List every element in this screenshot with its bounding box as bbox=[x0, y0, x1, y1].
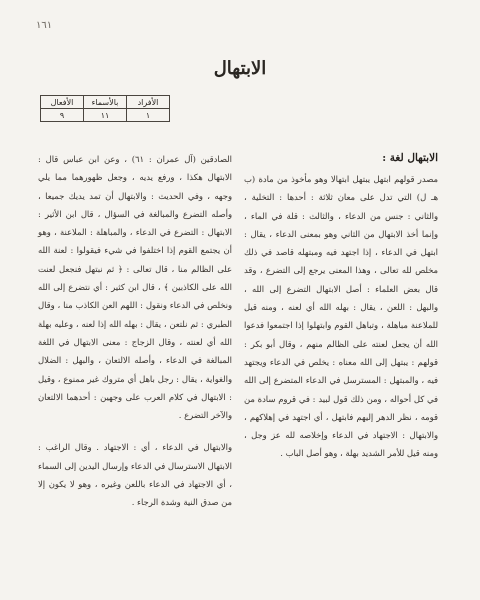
table-cell: ١١ bbox=[84, 109, 127, 122]
body-paragraph: والابتهال في الدعاء ، أي : الاجتهاد . وقال الراغب : الابتهال الاسترسال في الدعاء وإرسال اليدين إلى السماء ، أي الاجتهاد في الدعاء باللعن وغيره ، وهو لا يكون إلا من صدق النية وشدة الرجاء . bbox=[38, 442, 232, 508]
body-paragraph: الصادقين (آل عمران : ٦١) ، وعن ابن عباس قال : الابتهال هكذا ، ورفع يديه ، وجعل ظهورهما مما يلي وجهه ، وفي الحديث : والابتهال أن تمد يديك جميعا ، وأصله التضرع والمبالغة في السؤال ، قال ابن الأثير : الابتهال : التضرع في الدعاء ، والمباهلة : الملاعنة ، وهو أن يجتمع القوم إذا اختلفوا في شيء فيقولوا : لعنة الله على الظالم منا ، قال تعالى : ﴿ ثم نبتهل فنجعل لعنت الله على الكاذبين ﴾ ، قال ابن كثير : أي نتضرع إلى الله ونخلص في الدعاء ونقول : اللهم العن الكاذب منا ، وقال الطبري : ثم نلتعن ، يقال : بهله الله إذا لعنه ، وعليه بهلة الله أي لعنته ، وقال الزجاج : معنى الابتهال في اللغة المبالغة في الدعاء ، وأصله الالتعان ، والبهل : الضلال والغواية ، يقال : رجل باهل أي متروك غير ممنوع ، وقيل : الابتهال في كلام العرب على وجهين : أحدهما الالتعان والآخر التضرع . bbox=[38, 154, 232, 421]
right-column bbox=[244, 150, 438, 463]
table-row bbox=[41, 109, 170, 122]
table-cell: ٩ bbox=[41, 109, 84, 122]
left-column bbox=[38, 150, 232, 512]
body-paragraph: مصدر قولهم ابتهل يبتهل ابتهالا وهو مأخوذ من مادة (ب هـ ل) التي تدل على معان ثلاثة : أحدها : التخلية ، والثاني : جنس من الدعاء ، والثالث : قلة في الماء ، وإنما أخذ الابتهال من الثاني وهو بمعنى الدعاء ، يقال : ابتهل في الدعاء ، إذا اجتهد فيه ومبتهله قاصد في ذلك مخلص لله تعالى ، وهذا المعنى يرجع إلى التضرع ، وقد قال بعض العلماء : أصل الابتهال التضرع إلى الله ، والبهل : اللعن ، يقال : بهله الله أي لعنه ، ومنه قيل للملاعنة مباهلة ، وتباهل القوم وابتهلوا إذا اجتمعوا فدعوا الله أن يجعل لعنته على الظالم منهم ، وقال أبو بكر : قولهم : يبتهل إلى الله معناه : يخلص في الدعاء ويجتهد فيه ، والمبتهل : المسترسل في الدعاء المتضرع إلى الله في كل أحواله ، ومن ذلك قول لبيد : في قروم سادة من قومه ، نظر الدهر إليهم فابتهل ، أي اجتهد في إهلاكهم ، والابتهال : الاجتهاد في الدعاء وإخلاصه لله عز وجل ، ومنه قيل للأمر الشديد بهلة ، وهو أصل الباب . bbox=[244, 174, 438, 459]
table-header-cell: الأفعال bbox=[41, 96, 84, 109]
table-header-cell: الأفراد bbox=[127, 96, 170, 109]
section-heading: الابتهال لغة : bbox=[382, 152, 438, 164]
word-count-table bbox=[40, 95, 170, 122]
page-number: ١٦١ bbox=[36, 20, 53, 31]
page-title: الابتهال bbox=[213, 58, 267, 79]
table-cell: ١ bbox=[127, 109, 170, 122]
table-header-row bbox=[41, 96, 170, 109]
table-header-cell: بالأسماء bbox=[84, 96, 127, 109]
